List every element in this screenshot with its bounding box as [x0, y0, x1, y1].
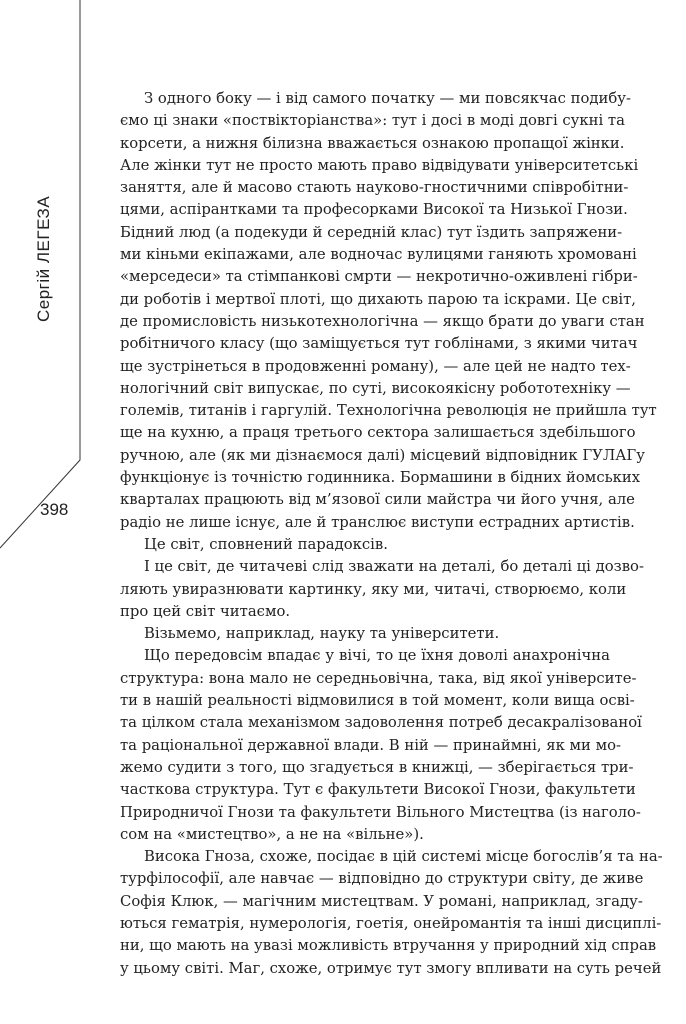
- text-line: турфілософії, але навчає — відповідно до структури світу, де живе: [120, 870, 644, 888]
- text-line: робітничого класу (що заміщується тут гоблінами, з якими читач: [120, 335, 638, 353]
- text-line: Що передовсім впадає у вічі, то це їхня доволі анахронічна: [144, 647, 610, 665]
- text-line: сом на «мистецтво», а не на «вільне»).: [120, 825, 424, 843]
- text-line: Але жінки тут не просто мають право відвідувати університетські: [120, 156, 639, 174]
- text-line: Висока Гноза, схоже, посідає в цій системі місце богослів’я та на-: [144, 848, 663, 866]
- text-line: Софія Клюк, — магічним мистецтвам. У романі, наприклад, згаду-: [120, 892, 643, 910]
- text-line: ляють увиразнювати картинку, яку ми, читачі, створюємо, коли: [120, 580, 627, 598]
- text-line: часткова структура. Тут є факультети Високої Гнози, факультети: [120, 781, 636, 799]
- text-line: функціонує із точністю годинника. Бормашини в бідних йомських: [120, 469, 641, 487]
- text-line: та раціональної державної влади. В ній — принаймні, як ми мо-: [120, 736, 622, 754]
- text-line: та цілком стала механізмом задоволення потреб десакралізованої: [120, 714, 642, 732]
- text-line: заняття, але й масово стають науково-гностичними співробітни-: [120, 179, 629, 197]
- text-line: Це світ, сповнений парадоксів.: [144, 535, 388, 553]
- text-line: структура: вона мало не середньовічна, така, від якої університе-: [120, 669, 637, 687]
- text-line: ручною, але (як ми дізнаємося далі) місцевий відповідник ГУЛАГу: [120, 446, 645, 464]
- text-line: «мерседеси» та стімпанкові смрти — некротично-оживлені гібри-: [120, 268, 638, 286]
- running-head-author: Сергій ЛЕГЕЗА: [34, 195, 53, 322]
- body-text: [120, 88, 663, 980]
- text-line: ще на кухню, а праця третього сектора залишається здебільшого: [120, 424, 636, 442]
- text-line: кварталах працюють від м’язової сили майстра чи його учня, але: [120, 491, 635, 509]
- text-line: радіо не лише існує, але й транслює виступи естрадних артистів.: [120, 513, 635, 531]
- text-line: З одного боку — і від самого початку — ми повсякчас подибу-: [144, 90, 631, 107]
- text-line: ються гематрія, нумерологія, гоетія, онейромантія та інші дисциплі-: [120, 914, 662, 932]
- text-line: Природничої Гнози та факультети Вільного Мистецтва (із наголо-: [120, 803, 641, 821]
- text-line: цями, аспірантками та професорками Високої та Низької Гнози.: [120, 201, 628, 219]
- page-number: 398: [40, 500, 69, 519]
- text-line: големів, титанів і гаргулій. Технологічна революція не прийшла тут: [120, 402, 657, 420]
- text-line: ми кіньми екіпажами, але водночас вулицями ганяють хромовані: [120, 246, 637, 264]
- text-line: Візьмемо, наприклад, науку та університети.: [144, 625, 500, 643]
- text-line: ди роботів і мертвої плоті, що дихають парою та іскрами. Це світ,: [120, 290, 636, 308]
- text-line: жемо судити з того, що згадується в книжці, — зберігається три-: [120, 758, 634, 776]
- text-line: І це світ, де читачеві слід зважати на деталі, бо деталі ці дозво-: [144, 558, 644, 576]
- text-line: ти в нашій реальності відмовилися в той момент, коли вища осві-: [120, 692, 635, 710]
- text-line: ни, що мають на увазі можливість втручання у природний хід справ: [120, 937, 657, 955]
- text-line: у цьому світі. Маг, схоже, отримує тут змогу впливати на суть речей: [120, 959, 662, 977]
- text-line: ємо ці знаки «поствікторіанства»: тут і досі в моді довгі сукні та: [120, 112, 625, 130]
- text-line: Бідний люд (а подекуди й середній клас) тут їздить запряжени-: [120, 223, 623, 241]
- text-line: де промисловість низькотехнологічна — якщо брати до уваги стан: [120, 312, 645, 330]
- text-line: нологічний світ випускає, по суті, високоякісну робототехніку —: [120, 379, 631, 397]
- text-line: корсети, а нижня білизна вважається ознакою пропащої жінки.: [120, 134, 625, 152]
- text-line: про цей світ читаємо.: [120, 602, 291, 620]
- text-line: ще зустрінеться в продовженні роману), — але цей не надто тех-: [120, 357, 631, 375]
